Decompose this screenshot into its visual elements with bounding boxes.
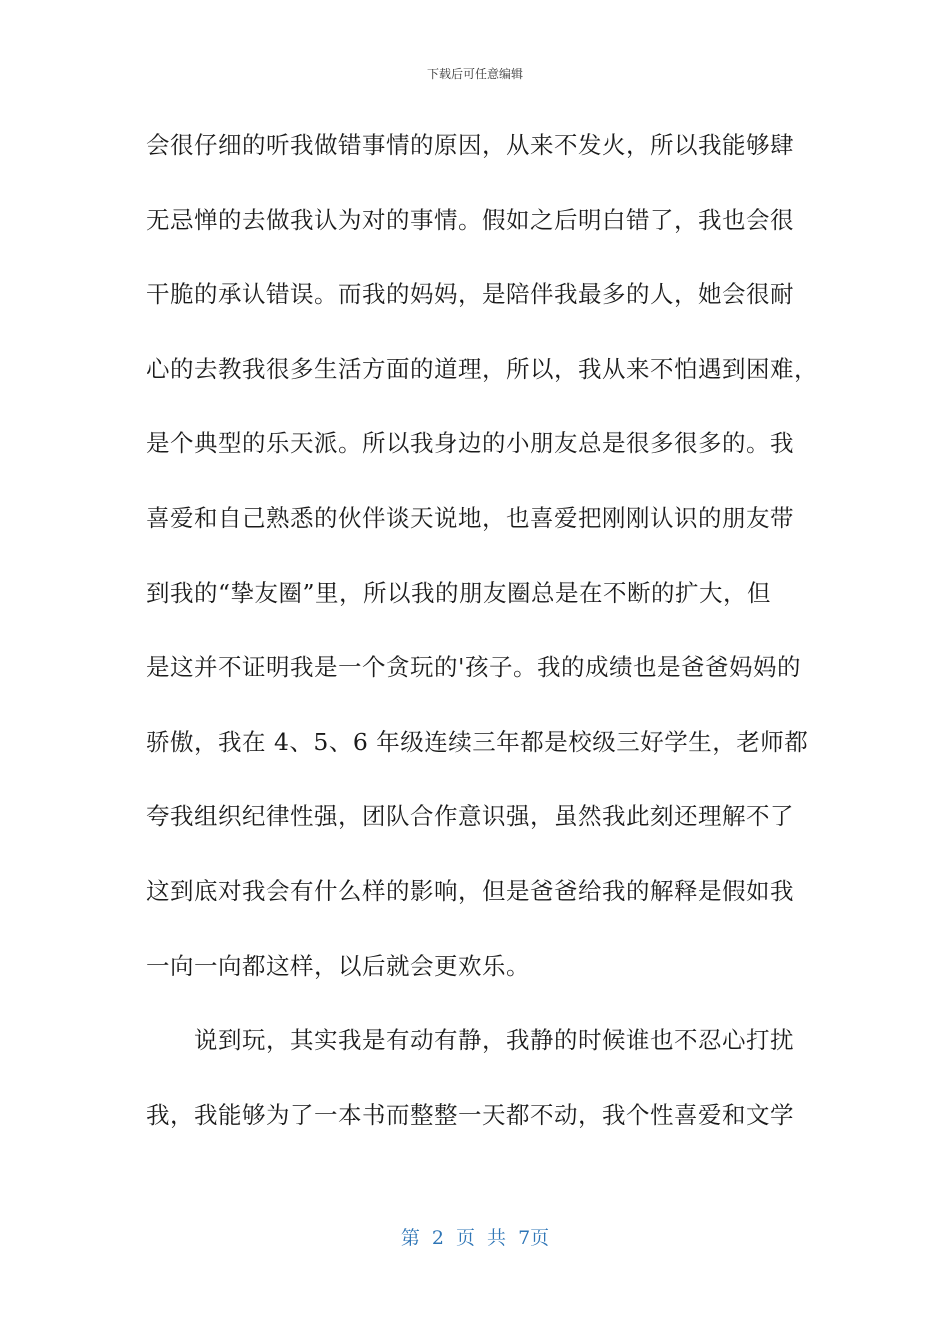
text-line: 我，我能够为了一本书而整整一天都不动，我个性喜爱和文学 (146, 1100, 794, 1129)
text-line: 一向一向都这样，以后就会更欢乐。 (146, 951, 530, 980)
text-line: 是个典型的乐天派。所以我身边的小朋友总是很多很多的。我 (146, 429, 794, 458)
paragraph-start-line: 说到玩，其实我是有动有静，我静的时候谁也不忍心打扰 (194, 1026, 794, 1055)
text-line: 无忌惮的去做我认为对的事情。假如之后明白错了，我也会很 (146, 205, 794, 234)
text-line: 干脆的承认错误。而我的妈妈，是陪伴我最多的人，她会很耐 (146, 280, 794, 309)
body-text (146, 116, 818, 1160)
page-number: 第 2 页 共 7页 (400, 1227, 550, 1249)
text-line: 喜爱和自己熟悉的伙伴谈天说地，也喜爱把刚刚认识的朋友带 (146, 503, 794, 532)
text-line: 是这并不证明我是一个贪玩的'孩子。我的成绩也是爸爸妈妈的 (146, 653, 801, 682)
text-line: 会很仔细的听我做错事情的原因，从来不发火，所以我能够肆 (146, 131, 794, 159)
text-line: 夸我组织纪律性强，团队合作意识强，虽然我此刻还理解不了 (146, 802, 794, 831)
text-line: 这到底对我会有什么样的影响，但是爸爸给我的解释是假如我 (146, 876, 794, 905)
page-header: 下载后可任意编辑 (426, 67, 523, 81)
text-line: 到我的“挚友圈”里，所以我的朋友圈总是在不断的扩大，但 (146, 578, 772, 607)
text-line: 心的去教我很多生活方面的道理，所以，我从来不怕遇到困难， (146, 354, 818, 383)
text-line: 骄傲，我在 4、5、6 年级连续三年都是校级三好学生，老师都 (146, 727, 809, 756)
